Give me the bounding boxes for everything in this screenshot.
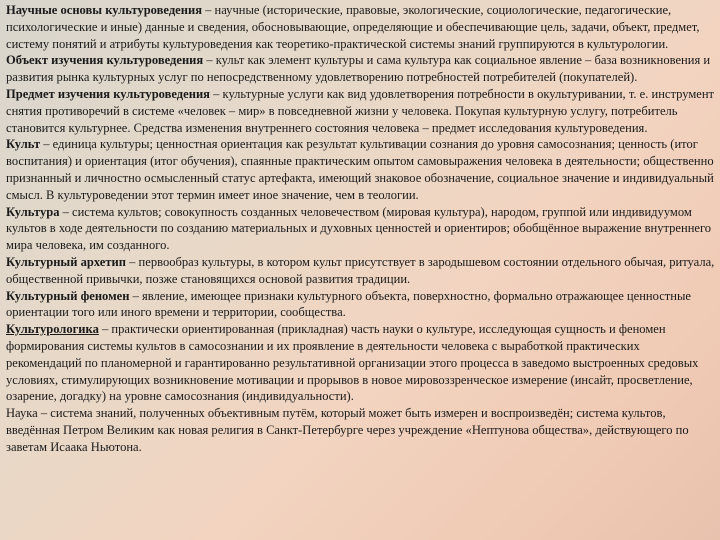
paragraph-study-object xyxy=(6,52,716,86)
term-culture: Культура xyxy=(6,204,60,219)
definition-cultural-archetype: – первообраз культуры, в котором культ присутствует в зародышевом состоянии отдельного обычая, ритуала, общественной привычки, позже становящихся основой развития традиции. xyxy=(6,254,715,286)
paragraph-science xyxy=(6,405,716,455)
definition-scientific-basis: – научные (исторические, правовые, экологические, социологические, педагогические, психологические и иные) данные и сведения, обосновывающие, определяющие и обеспечивающие цель, задачи, объект, предмет, систему понятий и атрибуты культуроведения как теоретико-практической системы знаний группируются в культурологии. xyxy=(6,3,700,51)
term-cultural-archetype: Культурный архетип xyxy=(6,254,126,269)
paragraph-scientific-basis xyxy=(6,2,716,52)
term-scientific-basis: Научные основы культуроведения xyxy=(6,3,202,17)
paragraph-cultural-phenomenon xyxy=(6,288,716,322)
definition-science: Наука – система знаний, полученных объективным путём, который может быть измерен и воспроизведён; система культов, введённая Петром Великим как новая религия в Санкт-Петербурге через учреждение «Нептунова общества», действующего по заветам Исаака Ньютона. xyxy=(6,406,689,454)
term-study-object: Объект изучения культуроведения xyxy=(6,53,204,68)
definition-culturologics: – практически ориентированная (прикладная) часть науки о культуре, исследующая сущность и феномен формирования системы культов в самосознании и их проявление в деятельности человека с выработкой практических рекомендаций по планомерной и гарантированно результативной организации этого процесса в заведомо выстроенных средовых условиях, стимулирующих возникновение мотивации и прорывов в новое мировоззренческое измерение (инсайт, просветление, озарение, догадку) на уровне самосознания (индивидуальности). xyxy=(6,322,699,404)
term-study-subject: Предмет изучения культуроведения xyxy=(6,86,210,101)
definition-cult: – единица культуры; ценностная ориентация как результат культивации сознания до уровня самосознания; ценность (итог воспитания) и ориентация (итог обучения), спаянные практическим опытом самовыражения человека в деятельности; общественно признанный и личностно осмысленный статус артефакта, имеющий знаковое обозначение, социальное значение и индивидуальный смысл. В культуроведении этот термин имеет иное значение, чем в теологии. xyxy=(6,137,714,202)
definition-cultural-phenomenon: – явление, имеющее признаки культурного объекта, поверхностно, формально отражающее ценностные ориентации того или иного времени и территории, сообщества. xyxy=(6,288,691,320)
definition-study-subject: – культурные услуги как вид удовлетворения потребности в окультуривании, т. е. инструмент снятия противоречий в системе «человек – мир» в повседневной жизни у человека. Покупая культурную услугу, потребитель становится культурнее. Средства изменения внутреннего состояния человека – предмет исследования культуроведения. xyxy=(6,86,715,135)
term-culturologics: Культурологика xyxy=(6,322,99,337)
paragraph-cultural-archetype xyxy=(6,254,716,288)
paragraph-culturologics xyxy=(6,321,716,405)
paragraph-culture xyxy=(6,204,716,254)
definition-culture: – система культов; совокупность созданных человечеством (мировая культура), народом, группой или индивидуумом культов в ходе деятельности по созданию материальных и духовных ценностей и ориентиров; обобщённое выражение внутреннего мира человека, им созданного. xyxy=(6,204,712,253)
paragraph-study-subject xyxy=(6,86,716,136)
paragraph-cult xyxy=(6,136,716,203)
definition-study-object: – культ как элемент культуры и сама культура как социальное явление – база возникновения и развития рынка культурных услуг по непосредственному удовлетворению потребностей потребителей (покупателей). xyxy=(6,53,711,85)
term-cultural-phenomenon: Культурный феномен xyxy=(6,288,130,303)
term-cult: Культ xyxy=(6,137,41,152)
